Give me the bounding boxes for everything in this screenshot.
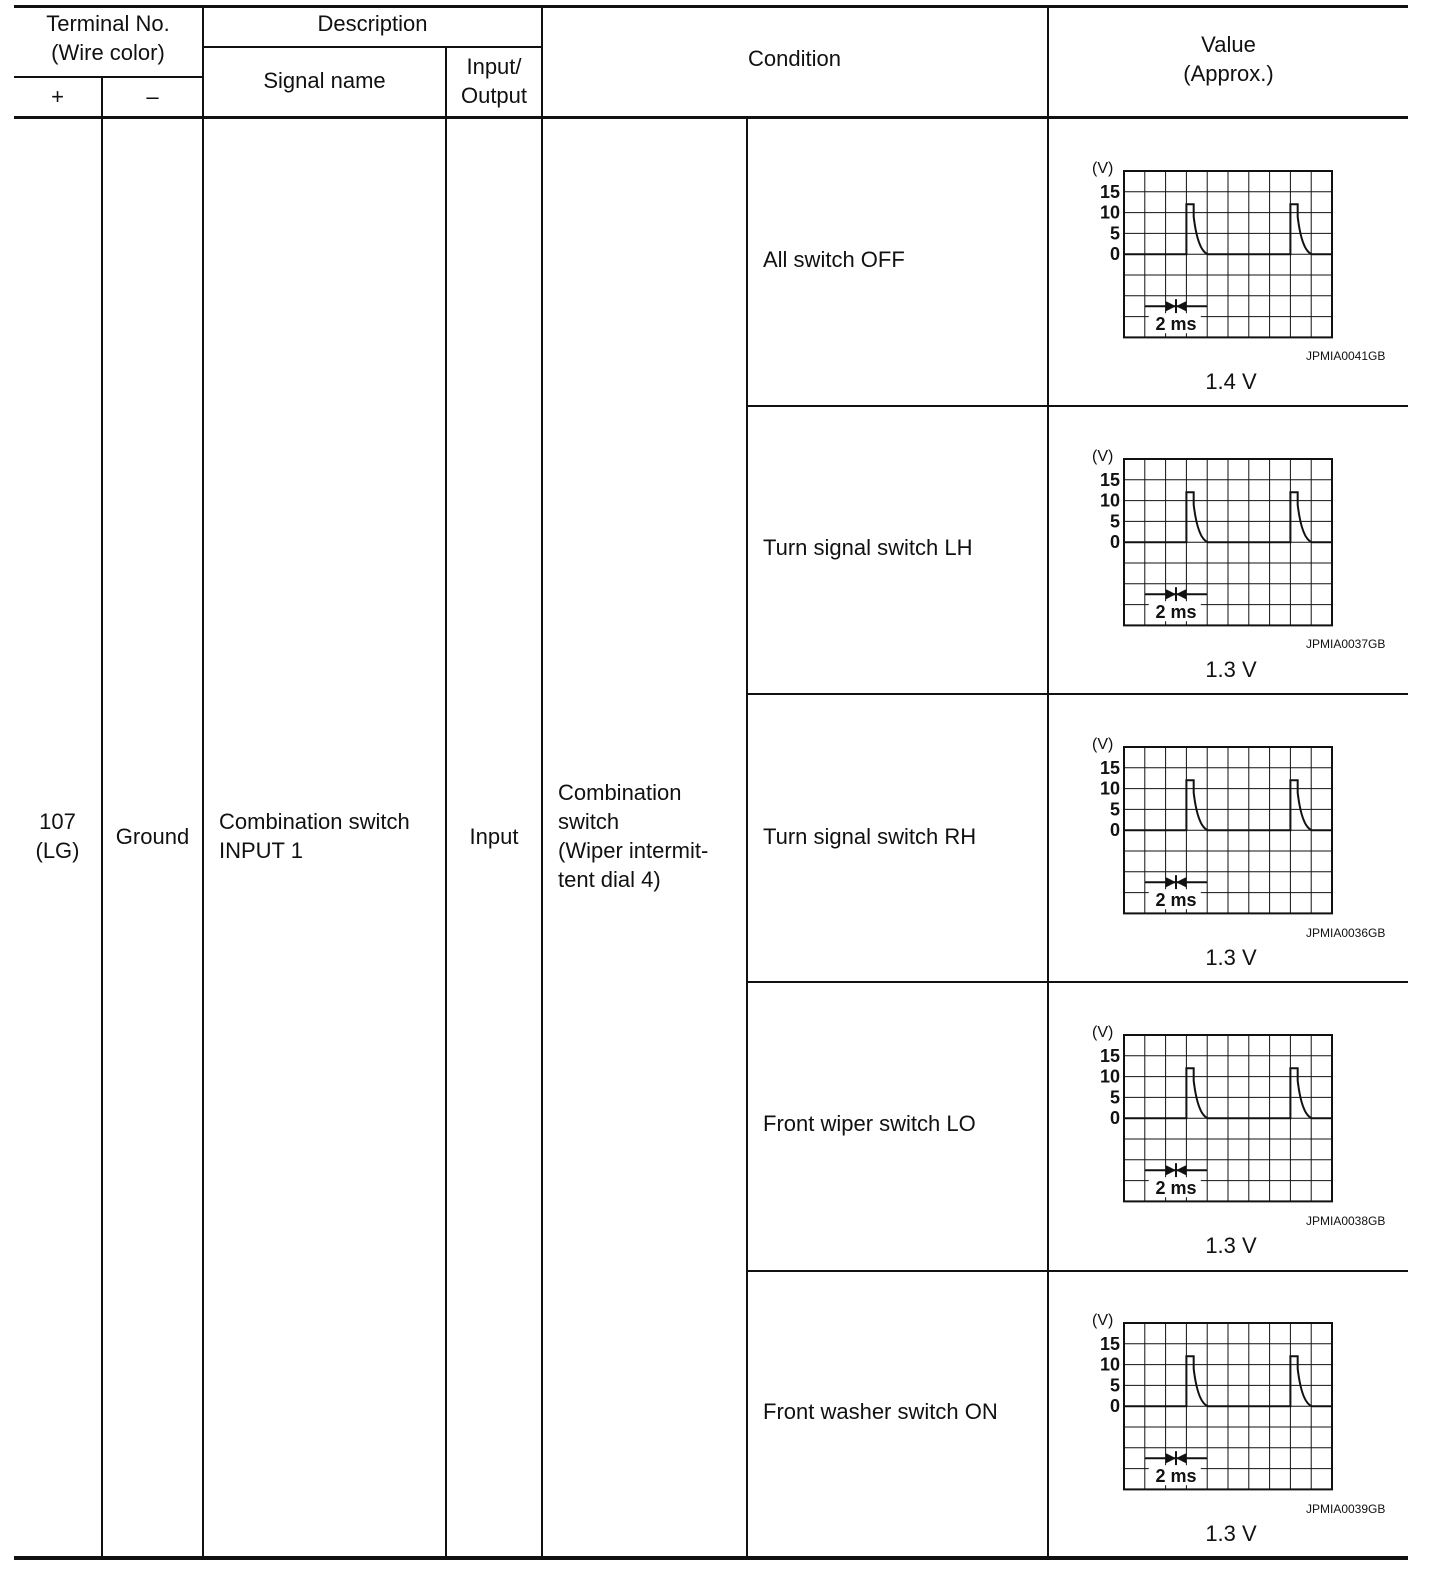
value-cell: 1.3 V — [1205, 945, 1257, 970]
time-scale-label: 2 ms — [1155, 1466, 1197, 1487]
y-tick-label: 15 — [1099, 469, 1120, 490]
sub-row-divider-3 — [746, 981, 1408, 983]
header-terminal-no: Terminal No. (Wire color) — [46, 11, 170, 65]
signal-name-cell: Combination switch INPUT 1 — [219, 809, 410, 863]
header-input-output: Input/ Output — [460, 54, 528, 108]
sub-condition: All switch OFF — [763, 247, 905, 272]
time-scale-arrow-left — [1176, 1165, 1186, 1175]
col-divider-condition-sub — [746, 117, 748, 1557]
figure-code: JPMIA0041GB — [1306, 349, 1386, 363]
col-divider-terminal — [202, 5, 204, 1557]
y-tick-label: 0 — [1109, 1108, 1120, 1129]
waveform-scope — [1090, 1307, 1350, 1497]
sub-row-divider-2 — [746, 693, 1408, 695]
header-value: Value (Approx.) — [1183, 32, 1274, 86]
figure-code: JPMIA0036GB — [1306, 926, 1386, 940]
waveform-scope — [1090, 1019, 1350, 1209]
value-cell: 1.3 V — [1205, 1521, 1257, 1546]
time-scale-arrow-right — [1166, 589, 1176, 599]
y-unit-label: (V) — [1092, 448, 1114, 465]
y-tick-label: 15 — [1099, 1333, 1120, 1354]
waveform-scope — [1090, 443, 1350, 633]
y-tick-label: 15 — [1099, 1045, 1120, 1066]
table-top-rule — [14, 5, 1408, 8]
value-cell: 1.3 V — [1205, 657, 1257, 682]
y-tick-label: 5 — [1109, 223, 1120, 244]
sub-condition: Turn signal switch LH — [763, 535, 973, 560]
waveform-scope — [1090, 155, 1350, 345]
time-scale-arrow-right — [1166, 877, 1176, 887]
col-divider-plus-minus — [101, 77, 103, 1557]
terminal-minus-cell: Ground — [115, 824, 190, 849]
time-scale-label: 2 ms — [1155, 314, 1197, 335]
header-description: Description — [317, 11, 428, 36]
y-tick-label: 5 — [1109, 1375, 1120, 1396]
time-scale-arrow-left — [1176, 589, 1186, 599]
y-tick-label: 10 — [1099, 1066, 1120, 1087]
header-condition: Condition — [748, 46, 841, 71]
header-divider-terminal — [14, 76, 203, 78]
value-cell: 1.4 V — [1205, 369, 1257, 394]
y-unit-label: (V) — [1092, 1024, 1114, 1041]
y-tick-label: 0 — [1109, 532, 1120, 553]
y-tick-label: 0 — [1109, 244, 1120, 265]
y-tick-label: 5 — [1109, 511, 1120, 532]
sub-condition: Turn signal switch RH — [763, 824, 977, 849]
figure-code: JPMIA0037GB — [1306, 637, 1386, 651]
y-unit-label: (V) — [1092, 160, 1114, 177]
time-scale-label: 2 ms — [1155, 890, 1197, 911]
sub-condition: Front wiper switch LO — [763, 1111, 976, 1136]
time-scale-arrow-right — [1166, 1453, 1176, 1463]
figure-code: JPMIA0039GB — [1306, 1502, 1386, 1516]
y-tick-label: 5 — [1109, 1087, 1120, 1108]
y-tick-label: 0 — [1109, 820, 1120, 841]
y-tick-label: 10 — [1099, 778, 1120, 799]
col-divider-value — [1047, 5, 1049, 1557]
y-tick-label: 15 — [1099, 757, 1120, 778]
condition-main-cell: Combination switch (Wiper intermit- tent dial 4) — [558, 780, 709, 892]
col-divider-io — [541, 5, 543, 1557]
y-tick-label: 0 — [1109, 1396, 1120, 1417]
sub-row-divider-4 — [746, 1270, 1408, 1272]
time-scale-label: 2 ms — [1155, 1178, 1197, 1199]
header-minus: – — [146, 84, 159, 109]
terminal-plus-cell: 107 (LG) — [35, 809, 80, 863]
time-scale-arrow-right — [1166, 301, 1176, 311]
input-output-cell: Input — [469, 824, 519, 849]
header-signal-name: Signal name — [263, 68, 386, 93]
time-scale-arrow-left — [1176, 1453, 1186, 1463]
time-scale-arrow-right — [1166, 1165, 1176, 1175]
time-scale-label: 2 ms — [1155, 602, 1197, 623]
figure-code: JPMIA0038GB — [1306, 1214, 1386, 1228]
col-divider-signal — [445, 47, 447, 1557]
table-bottom-rule — [14, 1556, 1408, 1560]
time-scale-arrow-left — [1176, 301, 1186, 311]
header-plus: + — [51, 84, 64, 109]
y-tick-label: 15 — [1099, 181, 1120, 202]
header-divider-description — [204, 46, 543, 48]
y-tick-label: 10 — [1099, 202, 1120, 223]
y-tick-label: 10 — [1099, 490, 1120, 511]
time-scale-arrow-left — [1176, 877, 1186, 887]
sub-row-divider-1 — [746, 405, 1408, 407]
header-bottom-rule — [14, 116, 1408, 119]
waveform-scope — [1090, 731, 1350, 921]
y-unit-label: (V) — [1092, 736, 1114, 753]
y-tick-label: 5 — [1109, 799, 1120, 820]
value-cell: 1.3 V — [1205, 1233, 1257, 1258]
y-tick-label: 10 — [1099, 1354, 1120, 1375]
y-unit-label: (V) — [1092, 1312, 1114, 1329]
sub-condition: Front washer switch ON — [763, 1399, 998, 1424]
